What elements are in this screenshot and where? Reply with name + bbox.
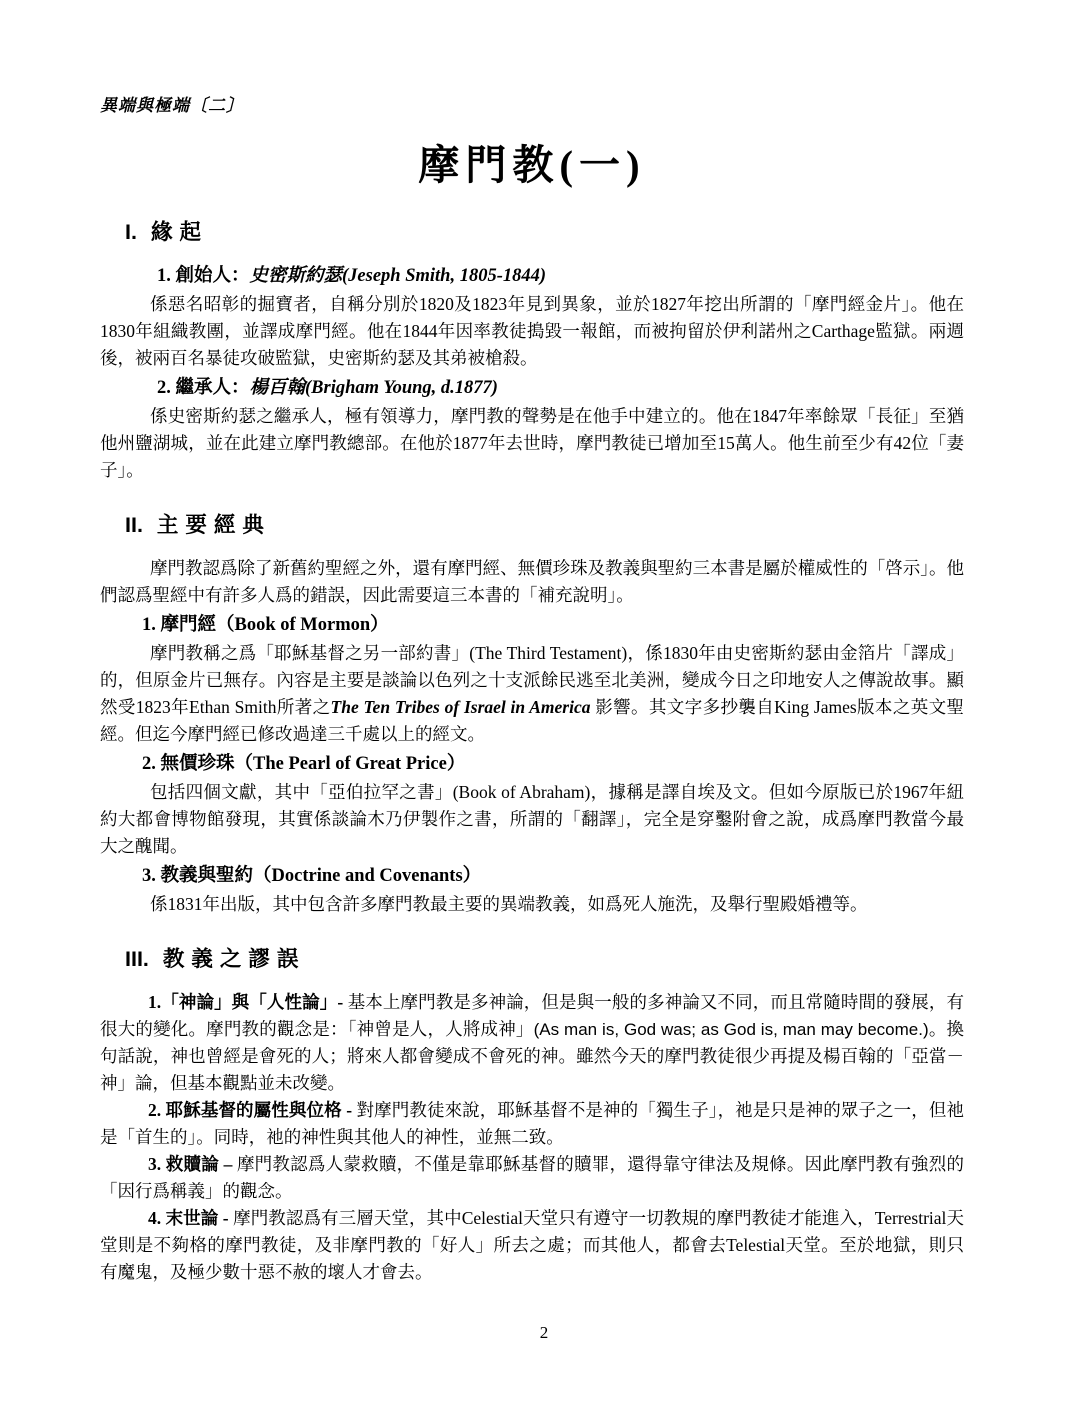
theology-english-quote: (As man is, God was; as God is, man may become.) <box>533 1020 929 1039</box>
founder-item-label: 1. 創始人： <box>157 266 250 286</box>
section-3-heading <box>125 944 964 974</box>
eschatology-text: 摩門教認爲有三層天堂，其中Celestial天堂只有遵守一切教規的摩門教徒才能進入，Terrestrial天堂則是不夠格的摩門教徒，及非摩門教的「好人」所去之處；而其他人，都會去Telestial天堂。至於地獄，則只有魔鬼，及極少數十惡不赦的壞人才會去。 <box>100 1208 965 1282</box>
section-origin <box>100 217 964 484</box>
successor-item-label: 2. 繼承人： <box>157 378 250 398</box>
book-of-mormon-heading: 1. 摩門經（Book of Mormon） <box>142 615 389 635</box>
christology-paragraph <box>100 1097 964 1151</box>
book-of-mormon-text-pre: 摩門教稱之爲「耶穌基督之另一部約書」(The Third Testament)，係1830年由史密斯約瑟由金箔片「譯成」的，但原金片已無存。內容是主要是談論以色列之十支派餘民逃至北美洲，變成今日之印地安人之傳說故事。顯然受1823年Ethan Smith所著之 <box>100 643 964 717</box>
section-1-title: 緣起 <box>150 220 208 244</box>
document-title: 摩門教(一) <box>418 142 646 188</box>
eschatology-paragraph-heading: 4. 末世論 - <box>148 1208 234 1228</box>
soteriology-paragraph-heading: 3. 救贖論 – <box>148 1154 237 1174</box>
christology-text: 對摩門教徒來說，耶穌基督不是神的「獨生子」，祂是只是神的眾子之一，但祂是「首生的」。同時，祂的神性與其他人的神性，並無二致。 <box>100 1100 965 1147</box>
theology-text-pre: 基本上摩門教是多神論，但是與一般的多神論又不同，而且常隨時間的發展，有很大的變化。摩門教的觀念是：「神曾是人，人將成神」 <box>100 992 965 1039</box>
section-1-number: I. <box>125 220 137 244</box>
section-2-heading <box>125 510 964 540</box>
book-title-italic: The Ten Tribes of Israel in America <box>330 697 591 717</box>
scriptures-intro-paragraph: 摩門教認爲除了新舊約聖經之外，還有摩門經、無價珍珠及教義與聖約三本書是屬於權威性的「啓示」。他們認爲聖經中有許多人爲的錯誤，因此需要這三本書的「補充說明」。 <box>100 558 964 605</box>
soteriology-text: 摩門教認爲人蒙救贖，不僅是靠耶穌基督的贖罪，還得靠守律法及規條。因此摩門教有強烈的「因行爲稱義」的觀念。 <box>100 1154 964 1201</box>
successor-paragraph: 係史密斯約瑟之繼承人，極有領導力，摩門教的聲勢是在他手中建立的。他在1847年率餘眾「長征」至猶他州鹽湖城，並在此建立摩門教總部。在他於1877年去世時，摩門教徒已增加至15萬人。他生前至少有42位「妻子」。 <box>100 406 964 480</box>
theology-paragraph-heading: 1.「神論」與「人性論」- <box>148 992 348 1012</box>
section-2-number: II. <box>125 513 143 537</box>
header-note: 異端與極端〔二〕 <box>100 96 244 115</box>
page-number: 2 <box>539 1323 549 1342</box>
section-3-title: 教義之謬誤 <box>162 947 306 971</box>
doctrine-covenants-paragraph: 係1831年出版，其中包含許多摩門教最主要的異端教義，如爲死人施洗，及舉行聖殿婚禮等。 <box>150 894 868 914</box>
section-2-title: 主要經典 <box>156 513 271 537</box>
book-of-mormon-paragraph <box>100 640 964 748</box>
section-1-heading <box>125 217 964 247</box>
section-doctrinal-errors <box>100 944 964 1286</box>
pearl-of-great-price-heading: 2. 無價珍珠（The Pearl of Great Price） <box>142 754 466 774</box>
theology-text-post: 。換句話說，神也曾經是會死的人；將來人都會變成不會死的神。雖然今天的摩門教徒很少再提及楊百翰的「亞當－神」論，但基本觀點並未改變。 <box>100 1019 965 1093</box>
theology-paragraph <box>100 989 964 1097</box>
successor-item-heading <box>157 374 964 403</box>
christology-paragraph-heading: 2. 耶穌基督的屬性與位格 - <box>148 1100 357 1120</box>
doctrine-covenants-heading: 3. 教義與聖約（Doctrine and Covenants） <box>142 866 482 886</box>
section-3-number: III. <box>125 947 149 971</box>
founder-paragraph: 係惡名昭彰的掘寶者，自稱分別於1820及1823年見到異象，並於1827年挖出所謂的「摩門經金片」。他在1830年組織教團，並譯成摩門經。他在1844年因率教徒搗毀一報館，而被拘留於伊利諾州之Carthage監獄。兩週後，被兩百名暴徒攻破監獄，史密斯約瑟及其弟被槍殺。 <box>100 294 964 368</box>
section-scriptures <box>100 510 964 918</box>
successor-name: 楊百翰(Brigham Young, d.1877) <box>249 378 498 398</box>
pearl-of-great-price-paragraph: 包括四個文獻，其中「亞伯拉罕之書」(Book of Abraham)，據稱是譯自埃及文。但如今原版已於1967年紐約大都會博物館發現，其實係談論木乃伊製作之書，所謂的「翻譯」，完全是穿鑿附會之說，成爲摩門教當今最大之醜聞。 <box>100 782 964 856</box>
book-of-mormon-text-post: 影響。其文字多抄襲自King James版本之英文聖經。但迄今摩門經已修改過達三千處以上的經文。 <box>100 697 964 744</box>
eschatology-paragraph <box>100 1205 964 1286</box>
founder-name: 史密斯約瑟(Jeseph Smith, 1805-1844) <box>249 266 547 286</box>
founder-item-heading <box>157 262 964 291</box>
soteriology-paragraph <box>100 1151 964 1205</box>
